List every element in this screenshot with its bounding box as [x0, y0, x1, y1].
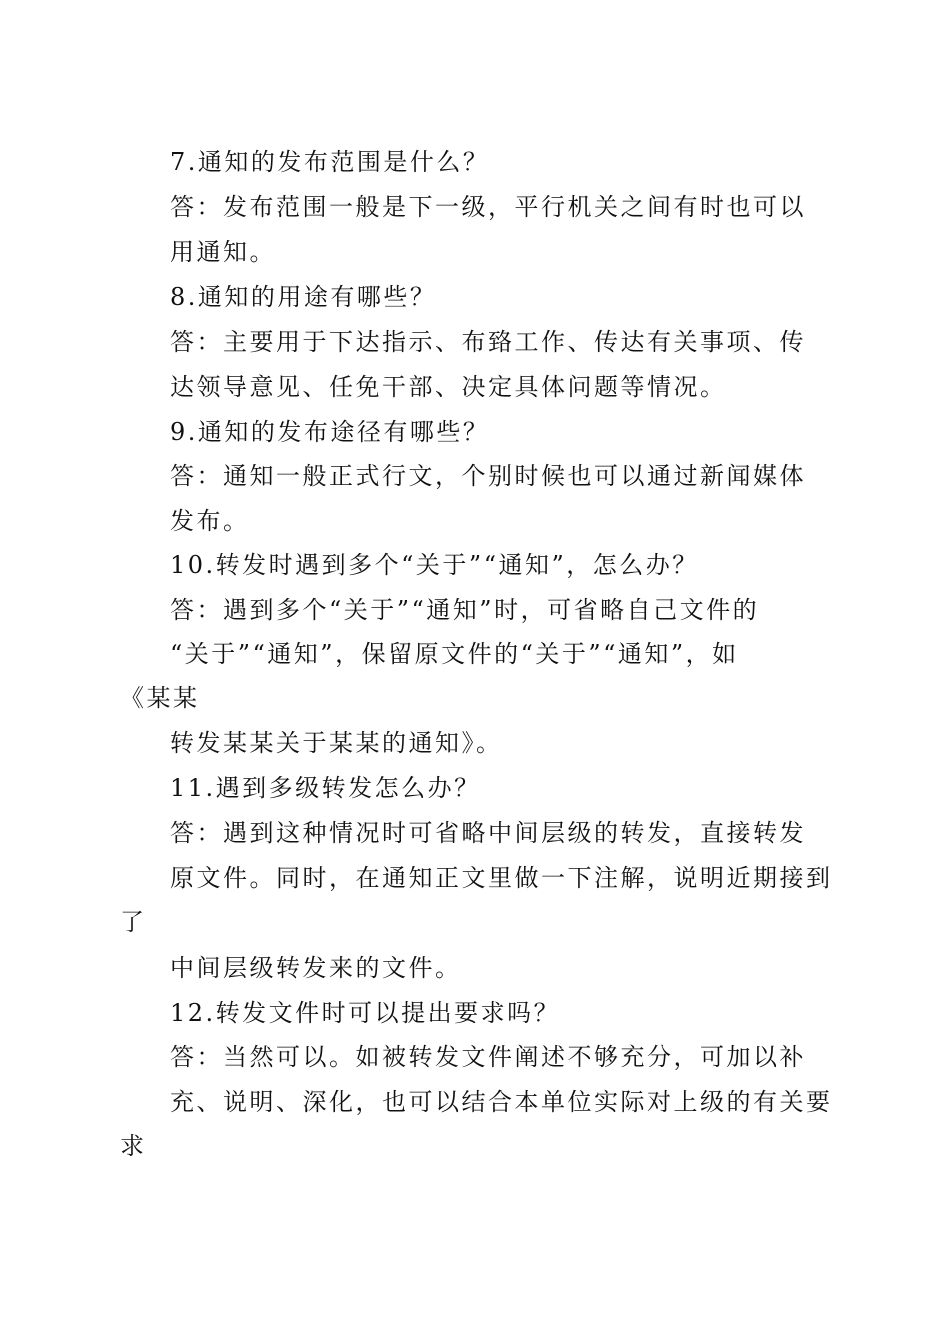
answer-9-line-2: 发布。: [170, 507, 250, 535]
answer-10-line-2: “关于”“通知”，保留原文件的“关于”“通知”，如: [170, 640, 739, 668]
question-9: 9.通知的发布途径有哪些？: [170, 418, 490, 446]
answer-12-line-1: 答：当然可以。如被转发文件阐述不够充分，可加以补: [170, 1043, 806, 1071]
answer-9-line-1: 答：通知一般正式行文，个别时候也可以通过新闻媒体: [170, 462, 806, 490]
answer-12-line-3: 求: [120, 1132, 147, 1160]
answer-11-line-2: 原文件。同时，在通知正文里做一下注解，说明近期接到: [170, 864, 833, 892]
question-12: 12.转发文件时可以提出要求吗？: [170, 999, 561, 1027]
answer-7-line-1: 答：发布范围一般是下一级，平行机关之间有时也可以: [170, 193, 806, 221]
answer-8-line-1: 答：主要用于下达指示、布臵工作、传达有关事项、传: [170, 328, 806, 356]
answer-7-line-2: 用通知。: [170, 238, 276, 266]
answer-8-line-2: 达领导意见、任免干部、决定具体问题等情况。: [170, 373, 727, 401]
answer-11-line-4: 中间层级转发来的文件。: [170, 954, 462, 982]
question-10: 10.转发时遇到多个“关于”“通知”，怎么办？: [170, 551, 699, 579]
question-8: 8.通知的用途有哪些？: [170, 283, 437, 311]
answer-11-line-1: 答：遇到这种情况时可省略中间层级的转发，直接转发: [170, 819, 806, 847]
question-11: 11.遇到多级转发怎么办？: [170, 774, 481, 802]
answer-10-line-4: 转发某某关于某某的通知》。: [170, 729, 503, 757]
question-7: 7.通知的发布范围是什么？: [170, 148, 490, 176]
answer-10-line-3: 《某某: [120, 684, 200, 712]
answer-11-line-3: 了: [120, 908, 147, 936]
answer-12-line-2: 充、说明、深化，也可以结合本单位实际对上级的有关要: [170, 1088, 833, 1116]
answer-10-line-1: 答：遇到多个“关于”“通知”时，可省略自己文件的: [170, 596, 760, 624]
